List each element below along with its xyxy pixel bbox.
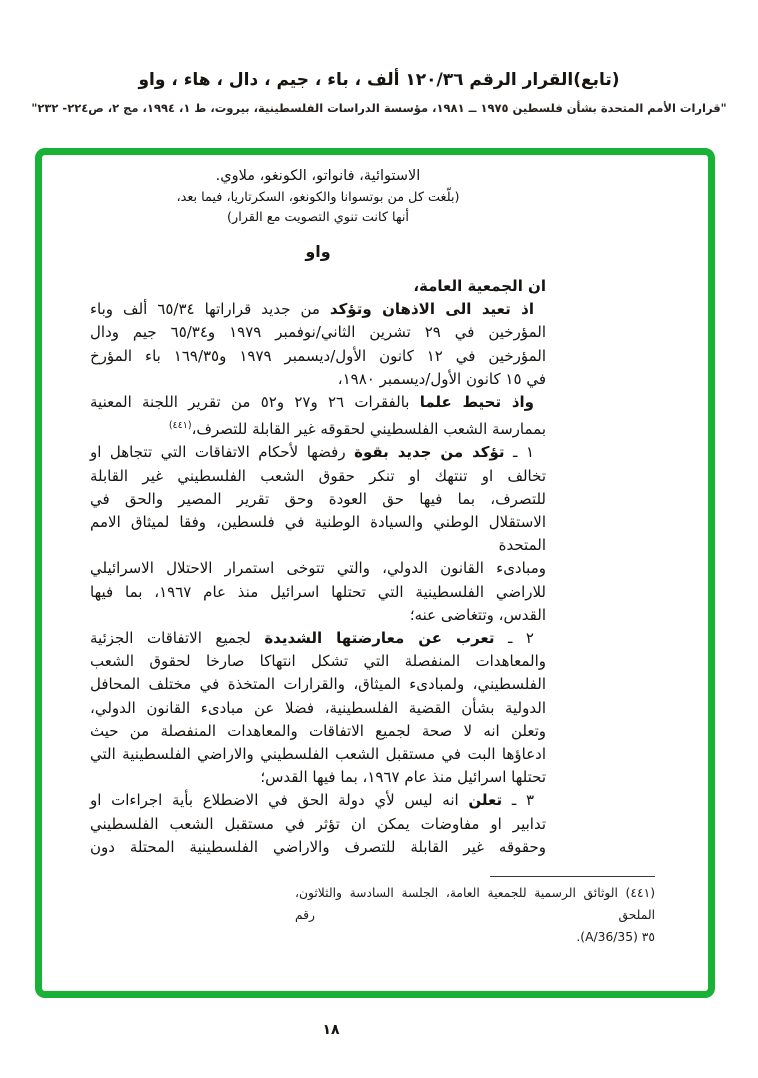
body-line: المؤرخين في ٢٩ تشرين الثاني/نوفمبر ١٩٧٩ و٦٥/٣٤ جيم ودال — [90, 323, 546, 342]
body-line: ٢ ـ تعرب عن معارضتها الشديدة لجميع الاتفاقات الجزئية — [90, 629, 534, 648]
section-heading: واو — [305, 242, 331, 261]
body-line: في ١٥ كانون الأول/ديسمبر ١٩٨٠، — [337, 369, 546, 388]
body-line: تخالف او تنتهك او تنكر حقوق الشعب الفلسطيني غير القابلة — [90, 466, 546, 485]
body-line: المؤرخين في ١٢ كانون الأول/ديسمبر ١٩٧٩ و١٦٩/٣٥ باء المؤرخ — [90, 346, 546, 365]
body-line: ان الجمعية العامة، — [413, 277, 546, 295]
body-line: الاستقلال الوطني والسيادة الوطنية في فلسطين، وفقا لميثاق الامم المتحدة — [90, 513, 546, 555]
body-line: والمعاهدات المنفصلة التي تشكل انتهاكا صارخا لحقوق الشعب — [90, 652, 546, 671]
source-citation: "قرارات الأمم المتحدة بشأن فلسطين ١٩٧٥ ــ ١٩٨١، مؤسسة الدراسات الفلسطينية، بيروت، ط ١، ١٩٩٤، مج ٢، ص٢٢٤- ٢٣٢" — [31, 101, 727, 115]
vote-note-line: الاستوائية، فانواتو، الكونغو، ملاوي. — [215, 168, 421, 184]
body-line: ادعاؤها البت في مستقبل الشعب الفلسطيني والاراضي الفلسطينية التي — [90, 745, 546, 764]
footnote — [295, 876, 655, 948]
footnote-line: (٤٤١) الوثائق الرسمية للجمعية العامة، الجلسة السادسة والثلاثون، الملحق رقم — [295, 886, 655, 922]
body-line: للاراضي الفلسطينية التي تحتلها اسرائيل منذ عام ١٩٦٧، بما فيها — [90, 582, 546, 601]
body-line: تحتلها اسرائيل منذ عام ١٩٦٧، بما فيها القدس؛ — [260, 768, 546, 787]
body-line: الفلسطيني، ولمبادىء الميثاق، والقرارات المتخذة في مختلف المحافل — [90, 675, 546, 694]
footnote-line: ٣٥ (A/36/35). — [576, 930, 655, 944]
body-line: تدابير او مفاوضات يمكن ان تؤثر في مستقبل الشعب الفلسطيني — [90, 814, 546, 833]
body-line: بممارسة الشعب الفلسطيني لحقوقه غير القابلة للتصرف،$^{(٤٤١)}$ — [168, 420, 546, 439]
body-line: وحقوقه غير القابلة للتصرف والاراضي الفلسطينية المحتلة دون — [90, 837, 546, 856]
vote-note-line: أنها كانت تنوي التصويت مع القرار) — [227, 210, 409, 225]
vote-note-line: (بلّغت كل من بوتسوانا والكونغو، السكرتاريا، فيما بعد، — [176, 190, 460, 205]
body-line: القدس، وتتغاضى عنه؛ — [409, 605, 546, 624]
body-line: ١ ـ تؤكد من جديد بقوة رفضها لأحكام الاتفاقات التي تتجاهل او — [90, 443, 534, 462]
resolution-text — [90, 165, 546, 859]
page-number: ١٨ — [322, 1022, 340, 1038]
footnote-divider — [490, 876, 655, 877]
body-line: واذ تحيط علما بالفقرات ٢٦ و٢٧ و٥٢ من تقرير اللجنة المعنية — [90, 393, 535, 412]
body-line: وتعلن انه لا صحة لجميع الاتفاقات والمعاهدات المنفصلة من حيث — [90, 721, 546, 740]
body-line: للتصرف، بما فيها حق العودة وحق تقرير المصير والحق في — [90, 489, 546, 508]
body-line: اذ تعيد الى الاذهان وتؤكد من جديد قراراتها ٦٥/٣٤ ألف وباء — [90, 300, 534, 319]
body-lines — [90, 275, 546, 859]
vote-note — [90, 165, 546, 228]
body-line: ومبادىء القانون الدولي، والتي تتوخى استمرار الاحتلال الاسرائيلي — [90, 559, 546, 578]
body-line: ٣ ـ تعلن انه ليس لأي دولة الحق في الاضطلاع بأية اجراءات او — [90, 791, 534, 810]
page-title: (تابع)القرار الرقم ١٢٠/٣٦ ألف ، باء ، جيم ، دال ، هاء ، واو — [138, 70, 620, 90]
body-line: الدولية بشأن القضية الفلسطينية، فضلا عن مبادىء القانون الدولي، — [90, 698, 546, 717]
